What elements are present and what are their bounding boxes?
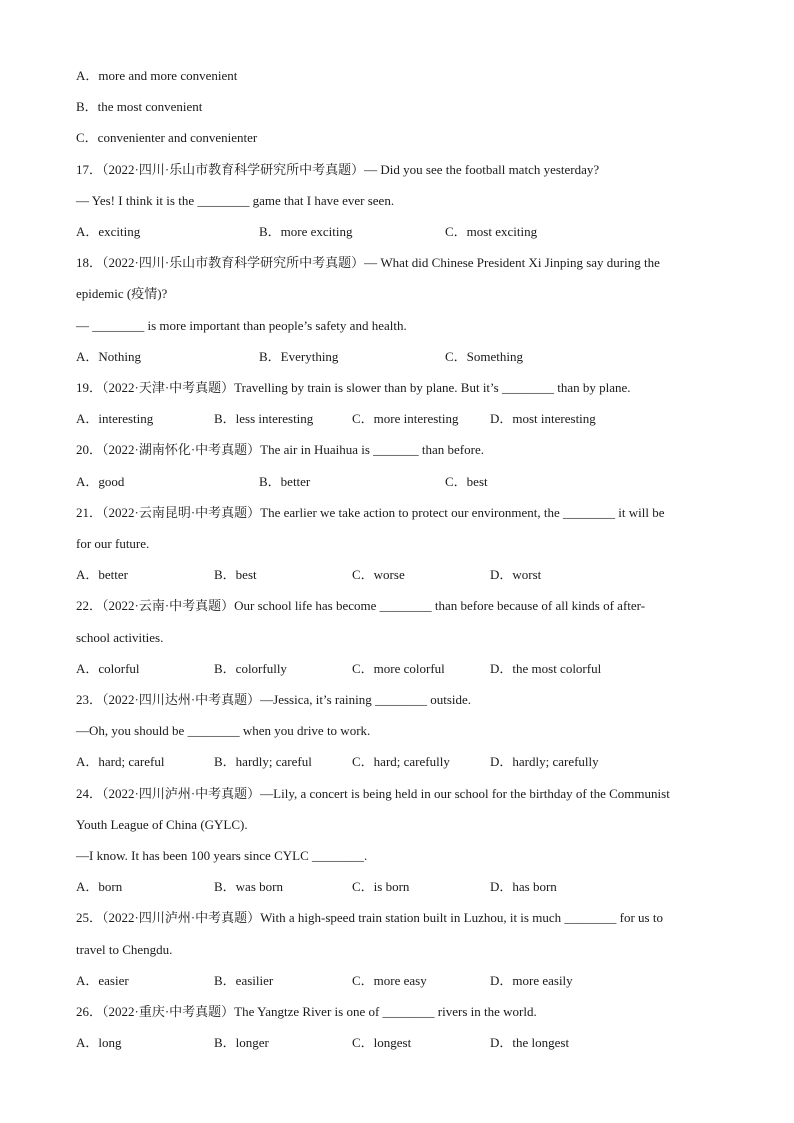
question-22-option: A．colorful — [76, 660, 140, 676]
question-26-option: B．longer — [214, 1035, 269, 1051]
question-26-option: D．the longest — [490, 1035, 570, 1051]
question-19-option: C．more interesting — [352, 411, 459, 427]
question-23-option: C．hard; carefully — [352, 754, 450, 770]
question-26-option: C．longest — [352, 1035, 412, 1051]
question-23-stem-line: —Oh, you should be ________ when you drive to work. — [76, 723, 371, 739]
question-17-stem-line: 17．（2022·四川·乐山市教育科学研究所中考真题）— Did you see the football match yesterday? — [76, 161, 600, 177]
question-18-stem-line: — ________ is more important than people’s safety and health. — [76, 317, 407, 333]
question-25-option: D．more easily — [490, 972, 573, 988]
question-22-stem-line: 22．（2022·云南·中考真题）Our school life has become ________ than before because of all kinds of after- — [76, 598, 646, 614]
question-20-option: C．best — [445, 473, 488, 489]
question-prev-option: C．convenienter and convenienter — [76, 130, 258, 146]
question-25-option: A．easier — [76, 972, 129, 988]
question-18-option: A．Nothing — [76, 348, 142, 364]
question-22-option: D．the most colorful — [490, 660, 602, 676]
question-21-option: B．best — [214, 567, 257, 583]
question-23-option: D．hardly; carefully — [490, 754, 599, 770]
question-20-option: A．good — [76, 473, 125, 489]
question-24-stem-line: 24．（2022·四川泸州·中考真题）—Lily, a concert is being held in our school for the birthday of the Communist — [76, 785, 670, 801]
question-17-stem-line: — Yes! I think it is the ________ game that I have ever seen. — [76, 192, 395, 208]
question-20-option: B．better — [259, 473, 311, 489]
question-24-option: A．born — [76, 879, 123, 895]
question-18-stem-line: 18．（2022·四川·乐山市教育科学研究所中考真题）— What did Chinese President Xi Jinping say during the — [76, 255, 660, 271]
question-23-option: A．hard; careful — [76, 754, 165, 770]
question-17-option: B．more exciting — [259, 224, 353, 239]
question-25-option: C．more easy — [352, 972, 427, 988]
question-22-stem-line: school activities. — [76, 629, 164, 645]
question-19-stem-line: 19．（2022·天津·中考真题）Travelling by train is slower than by plane. But it’s ________ than by plane. — [76, 380, 631, 395]
question-24-stem-line: —I know. It has been 100 years since CYLC ________. — [76, 848, 368, 863]
question-25-stem-line: travel to Chengdu. — [76, 941, 173, 957]
question-23-option: B．hardly; careful — [214, 754, 312, 770]
question-18-option: B．Everything — [259, 348, 339, 364]
question-22-option: C．more colorful — [352, 660, 445, 676]
question-25-option: B．easilier — [214, 972, 274, 988]
question-23-stem-line: 23．（2022·四川达州·中考真题）—Jessica, it’s raining ________ outside. — [76, 692, 472, 707]
question-21-stem-line: for our future. — [76, 536, 150, 551]
question-26-stem-line: 26．（2022·重庆·中考真题）The Yangtze River is one of ________ rivers in the world. — [76, 1004, 537, 1019]
question-20-stem-line: 20．（2022·湖南怀化·中考真题）The air in Huaihua is _______ than before. — [76, 442, 484, 458]
question-21-option: C．worse — [352, 567, 405, 583]
question-prev-option: A．more and more convenient — [76, 68, 238, 83]
question-24-option: B．was born — [214, 879, 283, 895]
question-19-option: D．most interesting — [490, 411, 596, 427]
question-19-option: A．interesting — [76, 411, 154, 427]
question-24-stem-line: Youth League of China (GYLC). — [76, 816, 248, 832]
question-24-option: C．is born — [352, 879, 410, 895]
question-18-option: C．Something — [445, 348, 524, 364]
question-21-option: A．better — [76, 567, 128, 583]
question-17-option: C．most exciting — [445, 224, 538, 239]
question-18-stem-line: epidemic (疫情)? — [76, 286, 168, 302]
question-21-option: D．worst — [490, 567, 542, 583]
question-19-option: B．less interesting — [214, 411, 314, 427]
question-21-stem-line: 21．（2022·云南昆明·中考真题）The earlier we take action to protect our environment, the ________ it will be — [76, 504, 665, 520]
question-prev-option: B．the most convenient — [76, 99, 203, 115]
question-22-option: B．colorfully — [214, 660, 287, 676]
question-25-stem-line: 25．（2022·四川泸州·中考真题）With a high-speed train station built in Luzhou, it is much ________ for us to — [76, 910, 663, 926]
question-17-option: A．exciting — [76, 224, 141, 239]
question-24-option: D．has born — [490, 879, 557, 895]
question-26-option: A．long — [76, 1035, 122, 1051]
